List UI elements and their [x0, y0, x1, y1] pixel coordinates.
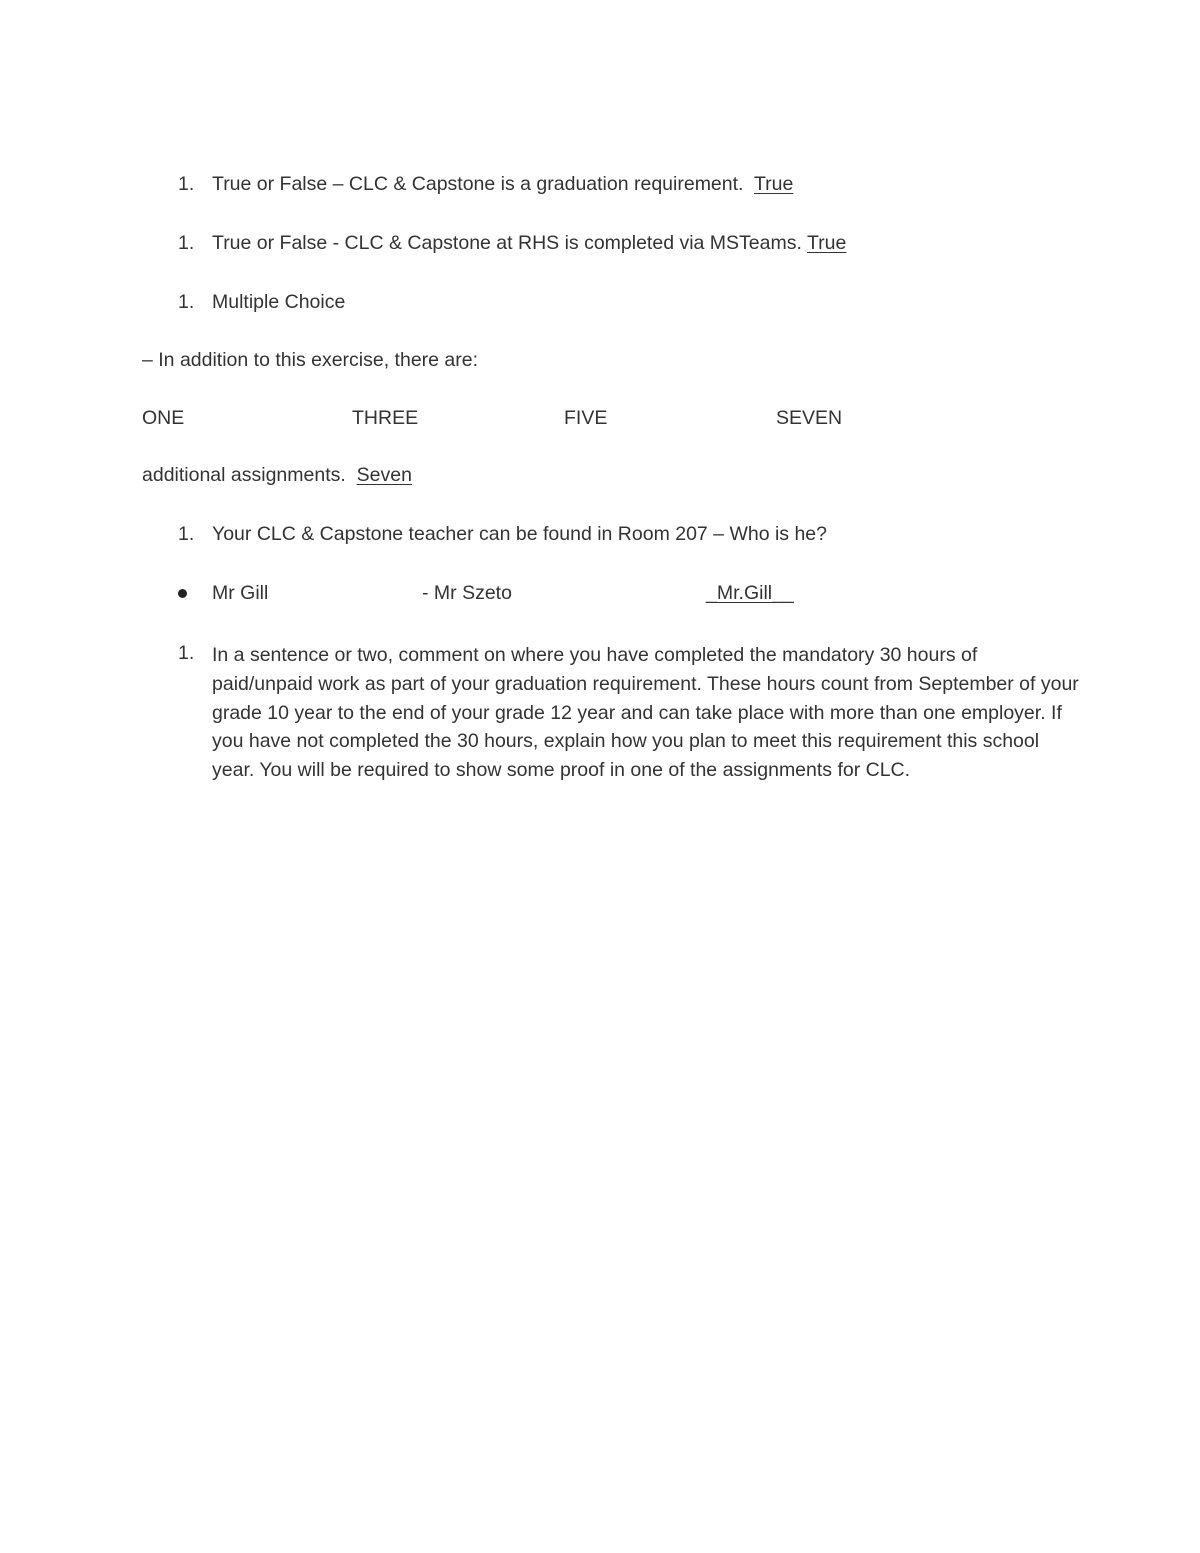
mc-suffix: additional assignments. [142, 464, 346, 486]
question-2-number: 1. [178, 232, 195, 254]
question-2-answer: True [806, 232, 847, 254]
question-5-text: In a sentence or two, comment on where you have completed the mandatory 30 hours of paid/unpaid work as part of your graduation requirement. These hours count from September of your grade 10 year to the end of your grade 12 year and can take place with more than one employer. If you have not completed the 30 hours, explain how you plan to meet this requirement this school year. You will be required to show some proof in one of the assignments for CLC. [212, 644, 1079, 782]
mc-option-one: ONE [142, 407, 185, 429]
question-5-number: 1. [178, 642, 195, 664]
mc-answer-line [142, 463, 412, 487]
question-3-number: 1. [178, 291, 195, 313]
question-1-number: 1. [178, 173, 195, 195]
mc-prompt: – In addition to this exercise, there are: [142, 349, 479, 371]
choice-b: - Mr Szeto [422, 582, 512, 604]
question-3-text: Multiple Choice [212, 291, 346, 313]
question-4-number: 1. [178, 523, 195, 545]
question-4-text: Your CLC & Capstone teacher can be found in Room 207 – Who is he? [212, 523, 827, 545]
question-2-text: True or False - CLC & Capstone at RHS is completed via MSTeams. [212, 232, 802, 254]
mc-option-three: THREE [352, 407, 419, 429]
mc-option-five: FIVE [564, 407, 608, 429]
question-1-text: True or False – CLC & Capstone is a graduation requirement. [212, 173, 744, 195]
choice-a: Mr Gill [212, 582, 269, 604]
mc-option-seven: SEVEN [776, 407, 843, 429]
answer-name: Mr.Gill [716, 582, 773, 604]
question-4-answer [706, 581, 794, 605]
question-1-answer: True [753, 173, 794, 195]
bullet-icon [178, 589, 187, 598]
mc-answer: Seven [356, 464, 412, 486]
answer-lead: _ [706, 582, 717, 604]
answer-trail: __ [772, 582, 794, 604]
